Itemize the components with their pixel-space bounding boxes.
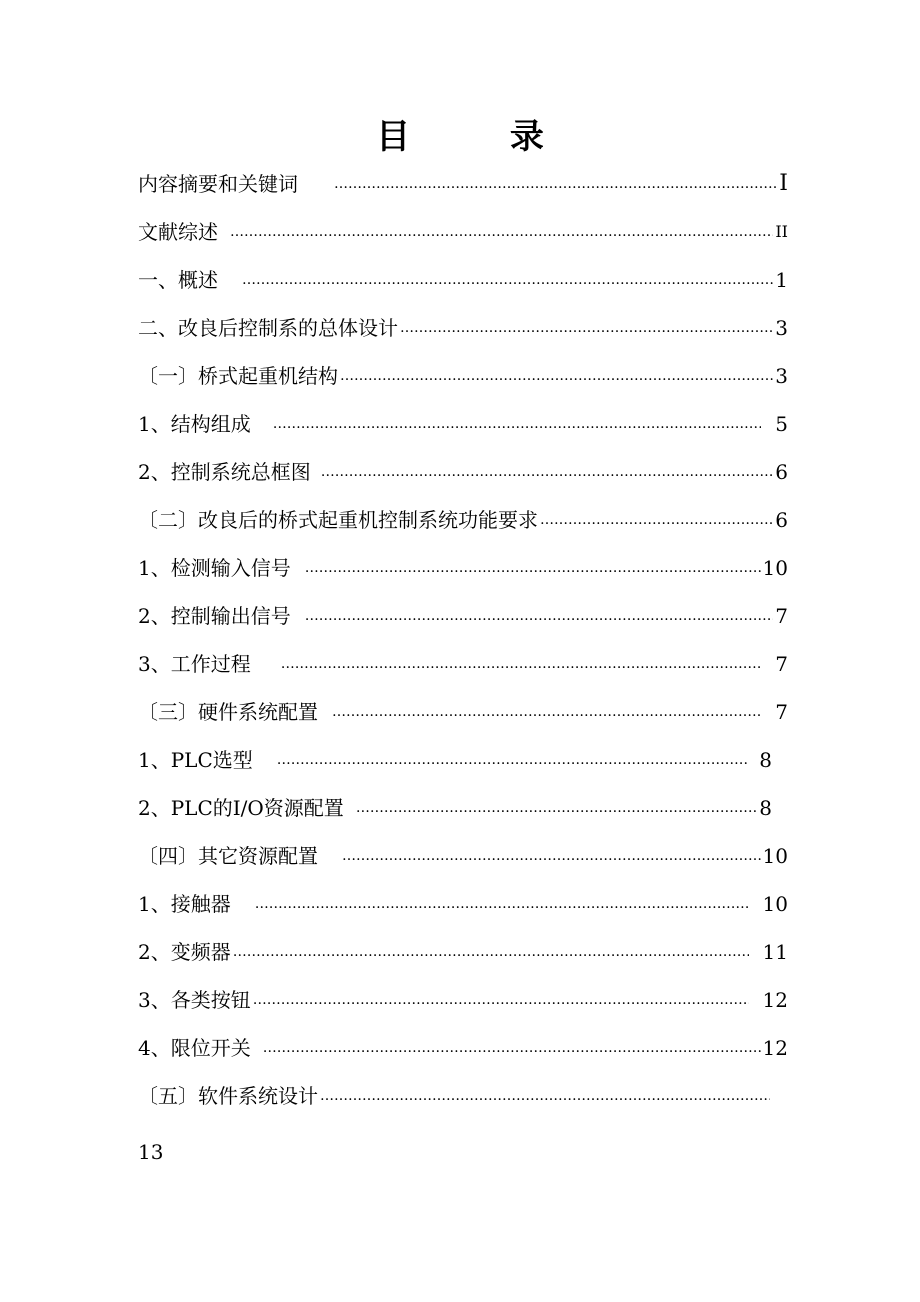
- toc-entry[interactable]: [138, 212, 788, 252]
- toc-dot-leader: [321, 452, 774, 492]
- toc-entry-label: 2、控制输出信号: [138, 604, 291, 628]
- toc-entry-label: 3、工作过程: [138, 652, 251, 676]
- toc-entry-page: 7: [775, 652, 788, 676]
- toc-entry-page: 12: [762, 1036, 788, 1060]
- toc-entry-label: 内容摘要和关键词: [138, 172, 298, 196]
- toc-entry-page: 7: [775, 604, 788, 628]
- toc-dot-leader: [305, 548, 761, 588]
- toc-entry[interactable]: [138, 788, 788, 828]
- toc-entry-page: 10: [762, 844, 788, 868]
- toc-entry[interactable]: [138, 644, 788, 684]
- toc-entry-label: 2、控制系统总框图: [138, 460, 311, 484]
- toc-entry-label: 1、结构组成: [138, 412, 251, 436]
- toc-entry[interactable]: [138, 1028, 788, 1068]
- toc-entry[interactable]: [138, 500, 788, 540]
- toc-dot-leader: [320, 1076, 770, 1116]
- toc-entry[interactable]: [138, 308, 788, 348]
- toc-entry-label: 2、变频器: [138, 940, 231, 964]
- toc-dot-leader: [340, 356, 773, 396]
- toc-entry-page: 12: [762, 988, 788, 1012]
- toc-entry-label: 2、PLC的I/O资源配置: [138, 796, 344, 820]
- toc-entry[interactable]: [138, 740, 788, 780]
- toc-entry-page: 7: [775, 700, 788, 724]
- toc-entry-page: 3: [775, 364, 788, 388]
- toc-dot-leader: [253, 980, 749, 1020]
- toc-entry-label: 〔三〕硬件系统配置: [138, 700, 318, 724]
- toc-entry-page: 10: [762, 892, 788, 916]
- toc-entry-label: 一、概述: [138, 268, 218, 292]
- toc-entry[interactable]: [138, 356, 788, 396]
- toc-entry[interactable]: [138, 164, 788, 204]
- toc-dot-leader: [305, 596, 774, 636]
- toc-entry[interactable]: [138, 452, 788, 492]
- toc-wrapped-page-number: 13: [138, 1140, 164, 1164]
- toc-dot-leader: [356, 788, 757, 828]
- toc-dot-leader: [332, 692, 761, 732]
- toc-entry-label: 1、检测输入信号: [138, 556, 291, 580]
- toc-dot-leader: [230, 212, 773, 252]
- toc-entry-page: Ⅰ: [779, 171, 788, 196]
- toc-entry-page: 1: [775, 268, 788, 292]
- toc-entry-page: 10: [762, 556, 788, 580]
- toc-entry-label: 〔一〕桥式起重机结构: [138, 364, 338, 388]
- toc-dot-leader: [400, 308, 773, 348]
- toc-dot-leader: [334, 164, 776, 204]
- toc-dot-leader: [255, 884, 749, 924]
- toc-entry[interactable]: [138, 596, 788, 636]
- toc-entry[interactable]: [138, 884, 788, 924]
- toc-dot-leader: [540, 500, 773, 540]
- toc-dot-leader: [233, 932, 749, 972]
- toc-entry[interactable]: [138, 932, 788, 972]
- toc-entry-label: 二、改良后控制系的总体设计: [138, 316, 398, 340]
- toc-entry-page: II: [775, 222, 788, 241]
- toc-entry-label: 4、限位开关: [138, 1036, 251, 1060]
- page-title: 目 录: [376, 117, 588, 157]
- toc-entry[interactable]: [138, 692, 788, 732]
- toc-entry-label: 〔四〕其它资源配置: [138, 844, 318, 868]
- toc-entry-label: 〔五〕软件系统设计: [138, 1084, 318, 1108]
- toc-entry-page: 8: [759, 796, 772, 820]
- toc-dot-leader: [263, 1028, 761, 1068]
- toc-entry-label: 3、各类按钮: [138, 988, 251, 1012]
- toc-entry-page: 8: [759, 748, 772, 772]
- toc-entry[interactable]: [138, 548, 788, 588]
- toc-dot-leader: [281, 644, 762, 684]
- toc-entry-label: 文献综述: [138, 220, 218, 244]
- toc-entry-page: 3: [775, 316, 788, 340]
- toc-entry[interactable]: [138, 260, 788, 300]
- toc-entry[interactable]: [138, 980, 788, 1020]
- toc-dot-leader: [342, 836, 761, 876]
- toc-entry-label: 1、接触器: [138, 892, 231, 916]
- toc-entry-page: 6: [775, 508, 788, 532]
- toc-dot-leader: [242, 260, 773, 300]
- toc-dot-leader: [277, 740, 748, 780]
- toc-entry[interactable]: [138, 1076, 782, 1116]
- toc-entry-label: 〔二〕改良后的桥式起重机控制系统功能要求: [138, 508, 538, 532]
- toc-entry[interactable]: [138, 836, 788, 876]
- toc-entry[interactable]: [138, 404, 788, 444]
- toc-entry-page: 11: [762, 940, 788, 964]
- toc-entry-page: 5: [775, 412, 788, 436]
- toc-entry-label: 1、PLC选型: [138, 748, 253, 772]
- toc-dot-leader: [273, 404, 762, 444]
- toc-entry-page: 6: [775, 460, 788, 484]
